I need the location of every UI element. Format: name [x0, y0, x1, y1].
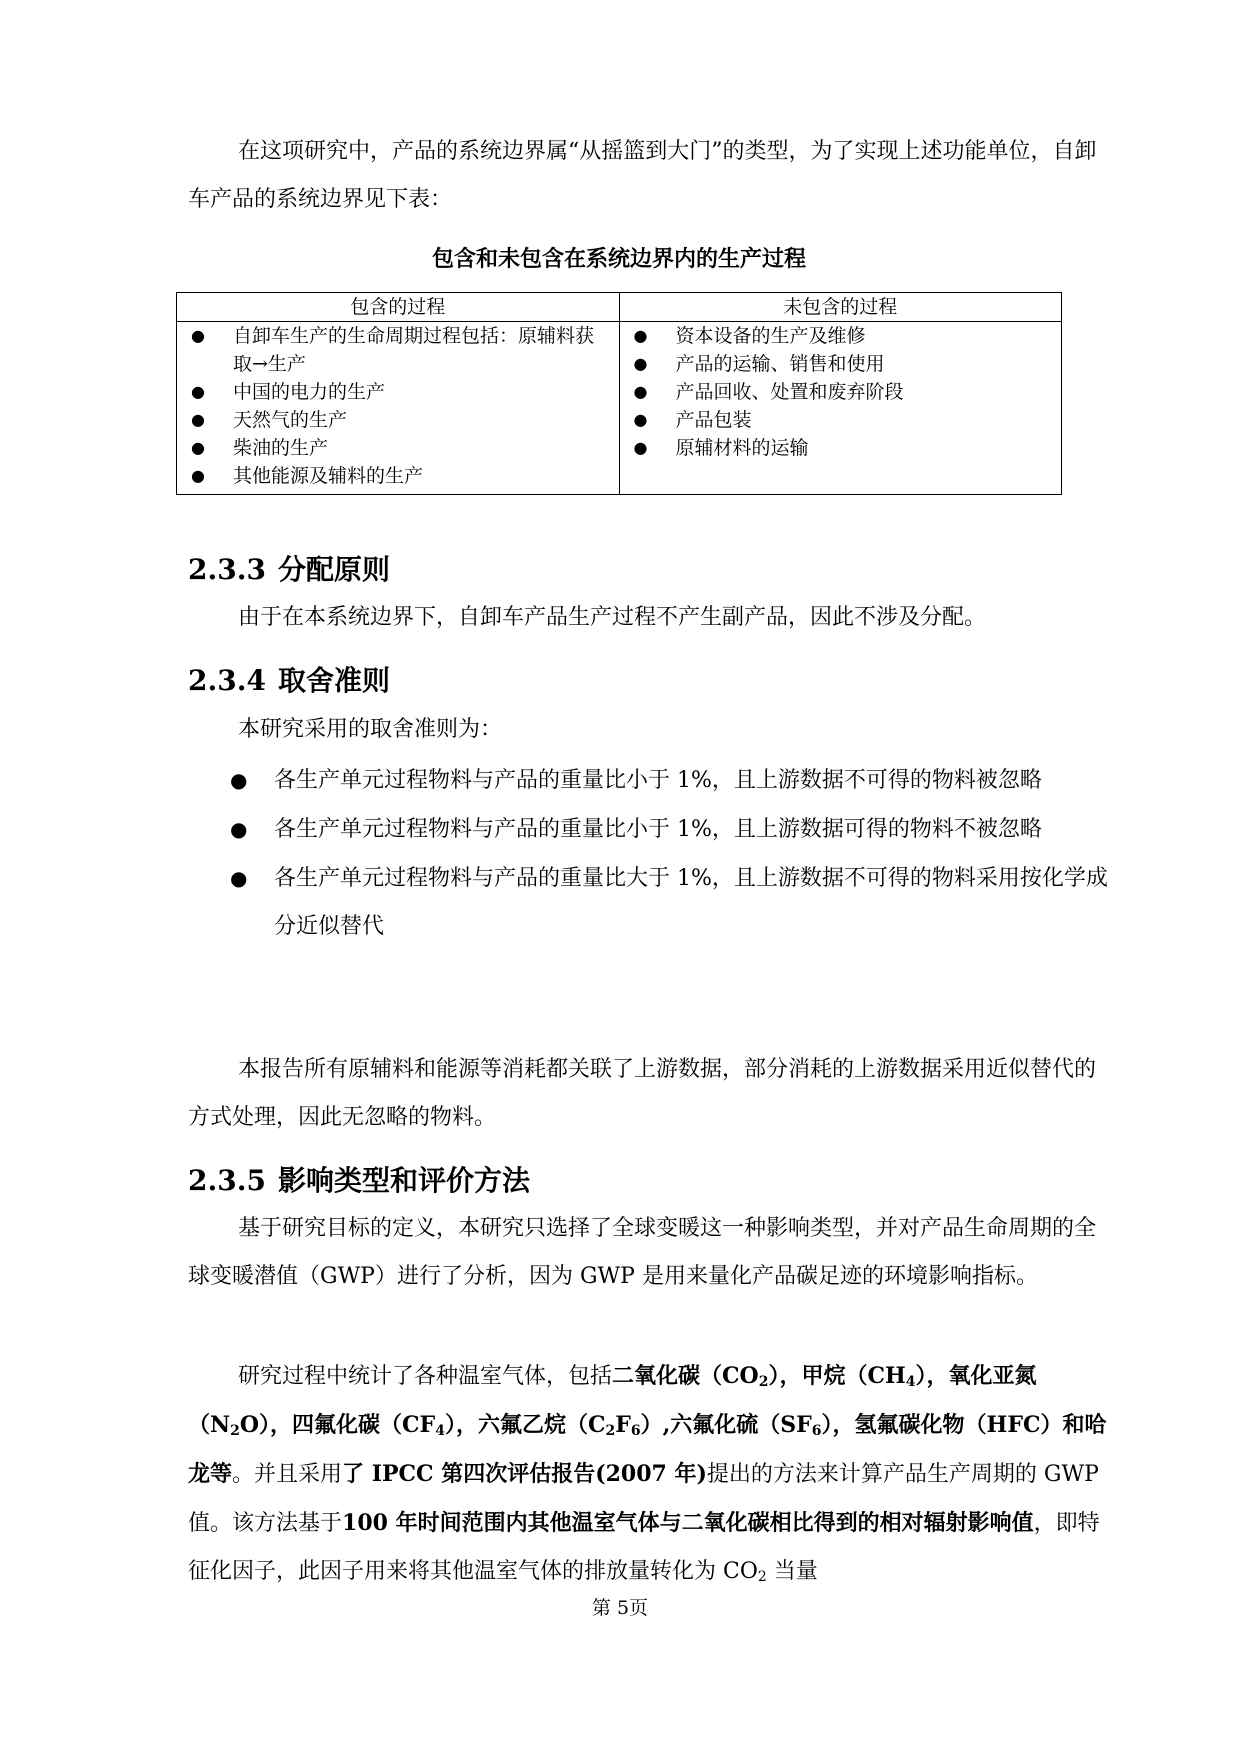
section-heading-2-3-4 [188, 661, 390, 701]
section-title: 影响类型和评价方法 [277, 1164, 530, 1197]
table-row [177, 322, 1062, 495]
allocation-paragraph: 由于在本系统边界下，自卸车产品生产过程不产生副产品，因此不涉及分配。 [238, 605, 987, 630]
list-item: ● 其他能源及辅料的生产 [177, 462, 619, 490]
cutoff-lead: 本研究采用的取舍准则为： [238, 717, 503, 742]
list-item: ● 产品回收、处置和废弃阶段 [620, 378, 1062, 406]
section-heading-2-3-5 [188, 1161, 530, 1201]
bullet-icon: ● [230, 817, 248, 841]
header-included: 包含的过程 [177, 293, 620, 322]
cutoff-closing-paragraph: 本报告所有原辅料和能源等消耗都关联了上游数据，部分消耗的上游数据采用近似替代的方式处理，因此无忽略的物料。 [188, 1057, 1097, 1130]
section-title: 取舍准则 [277, 664, 390, 697]
cutoff-criteria-list [188, 756, 1108, 951]
list-item: ● 资本设备的生产及维修 [620, 322, 1062, 350]
bullet-icon: ● [230, 866, 248, 890]
section-title: 分配原则 [277, 553, 390, 586]
section-number: 2.3.3 [188, 553, 266, 586]
list-item: ● 天然气的生产 [177, 406, 619, 434]
intro-paragraph: 在这项研究中，产品的系统边界属“从摇篮到大门”的类型，为了实现上述功能单位，自卸车产品的系统边界见下表： [188, 139, 1097, 212]
list-item-text: 各生产单元过程物料与产品的重量比小于 1%，且上游数据不可得的物料被忽略 [274, 768, 1042, 793]
included-list [177, 322, 619, 490]
system-boundary-table [176, 292, 1062, 495]
list-item: ● 柴油的生产 [177, 434, 619, 462]
header-excluded: 未包含的过程 [619, 293, 1062, 322]
impact-paragraph-1: 基于研究目标的定义，本研究只选择了全球变暖这一种影响类型，并对产品生命周期的全球变暖潜值（GWP）进行了分析，因为 GWP 是用来量化产品碳足迹的环境影响指标。 [188, 1216, 1097, 1289]
list-item: ● 产品包装 [620, 406, 1062, 434]
list-item [188, 854, 1108, 951]
list-item [188, 805, 1108, 854]
excluded-cell [619, 322, 1062, 495]
list-item: ● 自卸车生产的生命周期过程包括：原辅料获取→生产 [177, 322, 619, 378]
list-item: ● 产品的运输、销售和使用 [620, 350, 1062, 378]
list-item [188, 756, 1108, 805]
section-number: 2.3.4 [188, 664, 266, 697]
list-item: ● 中国的电力的生产 [177, 378, 619, 406]
list-item-text: 各生产单元过程物料与产品的重量比大于 1%，且上游数据不可得的物料采用按化学成分近似替代 [274, 866, 1108, 939]
list-item-text: 各生产单元过程物料与产品的重量比小于 1%，且上游数据可得的物料不被忽略 [274, 817, 1042, 842]
included-cell [177, 322, 620, 495]
page-number: 第 5页 [591, 1597, 649, 1619]
section-number: 2.3.5 [188, 1164, 266, 1197]
bullet-icon: ● [230, 768, 248, 792]
impact-paragraph-2: 研究过程中统计了各种温室气体，包括二氧化碳$(CO_2)$，甲烷$(CH_4)$，氧化亚氮$(N_2O)$，四氟化碳$(CF_4)$，六氟乙烷$(C_2F_6)$,六氟化硫$(SF_6)$，氢氟碳化物（HFC）和哈龙等。并且采用了 IPCC 第四次评估报告(2007 年)提出的方法来计算产品生产周期的 GWP 值。该方法基于100 年时间范围内其他温室气体与二氧化碳相比得到的相对辐射影响值，即特征化因子，此因子用来将其他温室气体的排放量转化为 $CO_2$ 当量 [188, 1363, 1107, 1585]
section-heading-2-3-3 [188, 550, 390, 590]
table-caption: 包含和未包含在系统边界内的生产过程 [431, 246, 806, 272]
list-item: ● 原辅材料的运输 [620, 434, 1062, 462]
excluded-list [620, 322, 1062, 462]
table-header-row [177, 293, 1062, 322]
